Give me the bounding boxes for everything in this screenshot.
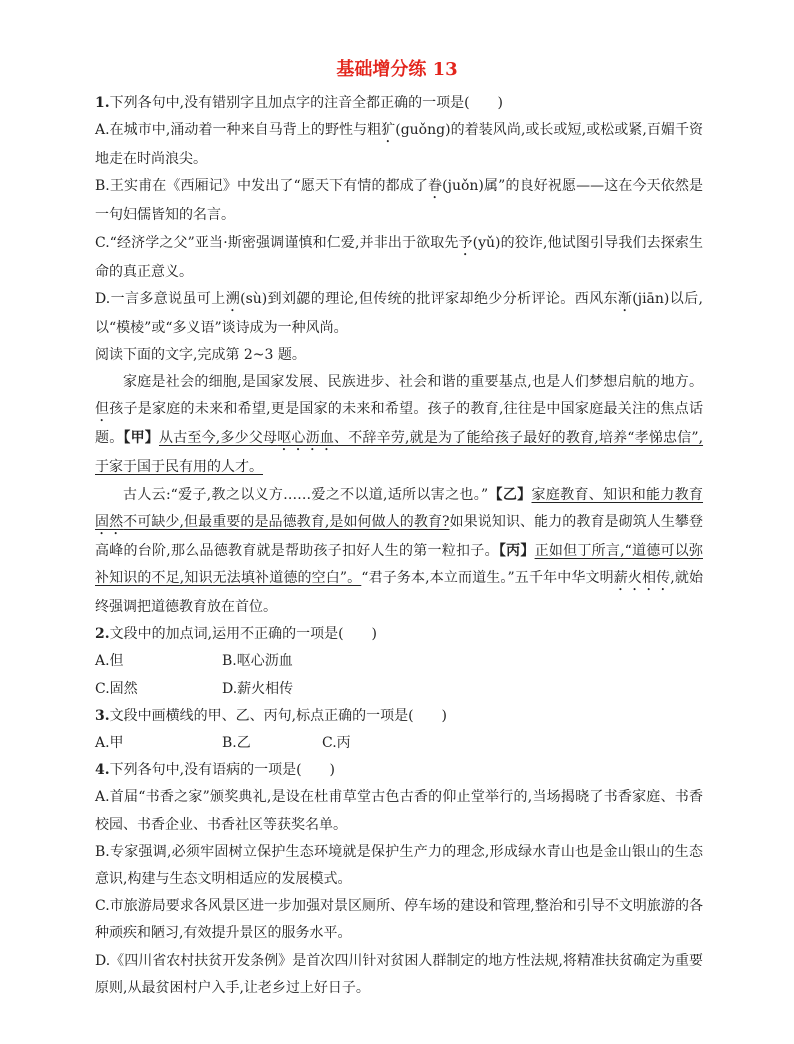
page-title: 基础增分练 13 <box>336 59 458 80</box>
underlined-sentence-jia <box>95 430 703 475</box>
sentence-marker-yi: 【乙】 <box>488 486 532 503</box>
option-text: (jiān)以后,以“模棱”或“多义语”谈诗成为一种风尚。 <box>95 290 704 336</box>
question-3-options <box>95 730 703 757</box>
question-4-stem <box>95 757 703 784</box>
dotted-word: 薪火相传 <box>613 570 671 587</box>
question-1-stem <box>95 90 703 117</box>
underlined-text: 从古至今,多少父母 <box>159 430 278 447</box>
passage-text: ,就始终强调把道德教育放在首位。 <box>95 570 704 616</box>
question-3-option-b: B.乙 <box>222 735 251 752</box>
question-3-option-c: C.丙 <box>322 735 351 752</box>
question-number: 2. <box>95 626 110 643</box>
option-text: D.一言多意说虽可上 <box>95 290 226 307</box>
question-stem-text: 文段中画横线的甲、乙、丙句,标点正确的一项是( ) <box>109 707 447 724</box>
passage-text: “君子务本,本立而道生。”五千年中华文明 <box>361 570 614 587</box>
sentence-marker-bing: 【丙】 <box>498 542 535 559</box>
option-text: (juǒn)属”的良好祝愿——这在今天依然是一句妇儒皆知的名言。 <box>95 178 704 224</box>
option-text: (guǒng)的着装风尚,或长或短,或松或紧,百媚千资地走在时尚浪尖。 <box>95 122 703 168</box>
dotted-character: 溯 <box>225 290 241 307</box>
question-4-option-d: D.《四川省农村扶贫开发条例》是首次四川针对贫困人群制定的地方性法规,将精准扶贫确定为重要原则,从最贫困村户入手,让老乡过上好日子。 <box>95 952 703 996</box>
question-2-option-a: A.但 <box>95 653 124 670</box>
question-2-options-row-2 <box>95 676 703 703</box>
option-text: A.在城市中,涌动着一种来自马背上的野性与粗 <box>95 122 382 139</box>
dotted-character: 眷 <box>428 178 443 195</box>
reading-instruction: 阅读下面的文字,完成第 2~3 题。 <box>95 347 306 364</box>
question-number: 3. <box>95 707 110 724</box>
dotted-word: 固然 <box>95 513 124 530</box>
underlined-text: 家庭教育、知识和能力教育 <box>531 486 704 503</box>
passage-text: 孩子是家庭的未来和希望,更是国家的未来和希望。孩子的教育,往往是中国家庭最关注的焦点话题。 <box>95 401 703 447</box>
question-stem-text: 下列各句中,没有错别字且加点字的注音全都正确的一项是( ) <box>109 95 503 111</box>
dotted-character: 予 <box>458 234 473 251</box>
question-4-option-c: C.市旅游局要求各风景区进一步加强对景区厕所、停车场的建设和管理,整治和引导不文明旅游的各种顽疾和陋习,有效提升景区的服务水平。 <box>95 898 703 942</box>
passage-text: 如果说知识、能力的教育是砌筑人生攀登高峰的台阶,那么品德教育就是帮助孩子扣好人生的第一粒扣子。 <box>95 513 704 559</box>
question-1-option-a <box>95 117 703 173</box>
dotted-character: 犷 <box>381 122 396 139</box>
question-2-options-row-1 <box>95 648 703 675</box>
option-text: C.“经济学之父”亚当·斯密强调谨慎和仁爱,并非出于欲取先 <box>95 234 459 251</box>
question-number: 1. <box>95 95 110 111</box>
question-3-stem <box>95 703 703 730</box>
document-content <box>95 90 703 1002</box>
dotted-word: 但 <box>95 401 110 418</box>
question-stem-text: 文段中的加点词,运用不正确的一项是( ) <box>109 626 377 643</box>
question-2-stem <box>95 621 703 648</box>
question-1-option-b <box>95 173 703 229</box>
question-1-option-c <box>95 230 703 286</box>
passage-paragraph-1 <box>95 369 703 481</box>
question-4-option-b: B.专家强调,必须牢固树立保护生态环境就是保护生产力的理念,形成绿水青山也是金山银山的生态意识,构建与生态文明相适应的发展模式。 <box>95 843 703 888</box>
question-2-option-d: D.薪火相传 <box>222 680 294 697</box>
question-3-option-a: A.甲 <box>95 735 124 752</box>
sentence-marker-jia: 【甲】 <box>123 430 159 447</box>
underlined-sentence-bing: 正如但丁所言,“道德可以弥补知识的不足,知识无法填补道德的空白”。 <box>95 542 703 587</box>
question-stem-text: 下列各句中,没有语病的一项是( ) <box>109 762 335 779</box>
option-text: (sù)到刘勰的理论,但传统的批评家却绝少分析评论。西风东 <box>240 290 618 307</box>
passage-paragraph-2 <box>95 482 703 622</box>
question-4-option-a: A.首届“书香之家”颁奖典礼,是设在杜甫草堂古色古香的仰止堂举行的,当场揭晓了书香家庭、书香校园、书香企业、书香社区等获奖名单。 <box>95 789 703 833</box>
passage-text: 古人云:“爱子,教之以义方……爱之不以道,适所以害之也。” <box>123 486 489 503</box>
underlined-text: 、不辞辛劳,就是为了能给孩子最好的教育,培养“孝悌忠信”,于家于国于民有用的人才。 <box>95 430 704 476</box>
question-1-option-d <box>95 286 703 342</box>
passage-text: 家庭是社会的细胞,是国家发展、民族进步、社会和谐的重要基点,也是人们梦想启航的地方。 <box>123 374 703 391</box>
question-number: 4. <box>95 762 110 779</box>
option-text: B.王实甫在《西厢记》中发出了“愿天下有情的都成了 <box>95 178 429 195</box>
question-2-option-c: C.固然 <box>95 680 138 697</box>
underlined-text: 不可缺少,但最重要的是品德教育,是如何做人的教育? <box>123 513 450 530</box>
dotted-character: 渐 <box>617 290 633 307</box>
question-2-option-b: B.呕心沥血 <box>222 653 293 670</box>
option-text: (yǔ)的狡诈,他试图引导我们去探索生命的真正意义。 <box>95 234 703 280</box>
dotted-word: 呕心沥血 <box>277 430 335 447</box>
